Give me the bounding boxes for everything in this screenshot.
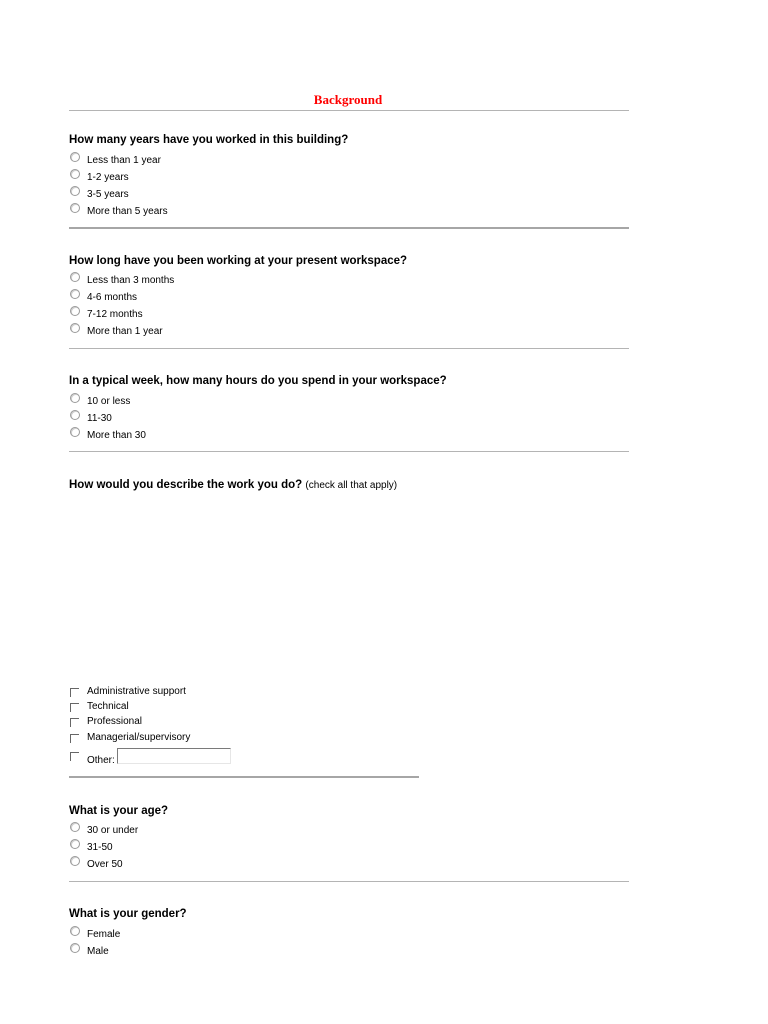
checkbox[interactable] — [70, 688, 79, 697]
question-years-in-building: How many years have you worked in this building? — [69, 134, 349, 146]
divider — [69, 451, 629, 452]
question-note: (check all that apply) — [305, 480, 398, 491]
option-label: Managerial/supervisory — [87, 732, 191, 743]
option-label: Female — [87, 929, 121, 940]
option-label: 30 or under — [87, 825, 139, 836]
question-text: How would you describe the work you do? — [69, 479, 303, 491]
checkbox[interactable] — [70, 703, 79, 712]
option-label: Administrative support — [87, 686, 186, 697]
radio-button[interactable] — [70, 306, 80, 316]
checkbox[interactable] — [70, 734, 79, 743]
option-label: 31-50 — [87, 842, 113, 853]
question-age: What is your age? — [69, 805, 169, 817]
radio-button[interactable] — [70, 289, 80, 299]
radio-button[interactable] — [70, 427, 80, 437]
option-label: 1-2 years — [87, 172, 129, 183]
other-text-input[interactable] — [117, 748, 231, 764]
radio-button[interactable] — [70, 323, 80, 333]
radio-button[interactable] — [70, 926, 80, 936]
radio-button[interactable] — [70, 856, 80, 866]
divider — [69, 227, 629, 229]
radio-button[interactable] — [70, 410, 80, 420]
option-label: 11-30 — [87, 413, 112, 424]
option-label: Professional — [87, 716, 143, 727]
checkbox[interactable] — [70, 752, 79, 761]
radio-button[interactable] — [70, 943, 80, 953]
option-label: 4-6 months — [87, 292, 138, 303]
question-hours-per-week: In a typical week, how many hours do you spend in your workspace? — [69, 375, 447, 387]
divider — [69, 348, 629, 349]
option-label: More than 5 years — [87, 206, 168, 217]
checkbox[interactable] — [70, 718, 79, 727]
option-label: Male — [87, 946, 109, 957]
option-label: Less than 3 months — [87, 275, 175, 286]
option-label: Technical — [87, 701, 129, 712]
option-label: 3-5 years — [87, 189, 129, 200]
option-label: More than 1 year — [87, 326, 163, 337]
radio-button[interactable] — [70, 272, 80, 282]
form-title: Background — [313, 92, 383, 107]
radio-button[interactable] — [70, 186, 80, 196]
radio-button[interactable] — [70, 393, 80, 403]
option-label: 10 or less — [87, 396, 131, 407]
question-work-type — [69, 479, 397, 491]
option-label: Over 50 — [87, 859, 123, 870]
option-label: Less than 1 year — [87, 155, 161, 166]
option-label: 7-12 months — [87, 309, 143, 320]
radio-button[interactable] — [70, 839, 80, 849]
radio-button[interactable] — [70, 169, 80, 179]
divider — [69, 110, 629, 111]
option-label: Other: — [87, 755, 115, 766]
divider — [69, 776, 419, 778]
radio-button[interactable] — [70, 203, 80, 213]
divider — [69, 881, 629, 882]
radio-button[interactable] — [70, 152, 80, 162]
radio-button[interactable] — [70, 822, 80, 832]
question-gender: What is your gender? — [69, 908, 187, 920]
option-label: More than 30 — [87, 430, 146, 441]
question-time-at-workspace: How long have you been working at your present workspace? — [69, 255, 408, 267]
